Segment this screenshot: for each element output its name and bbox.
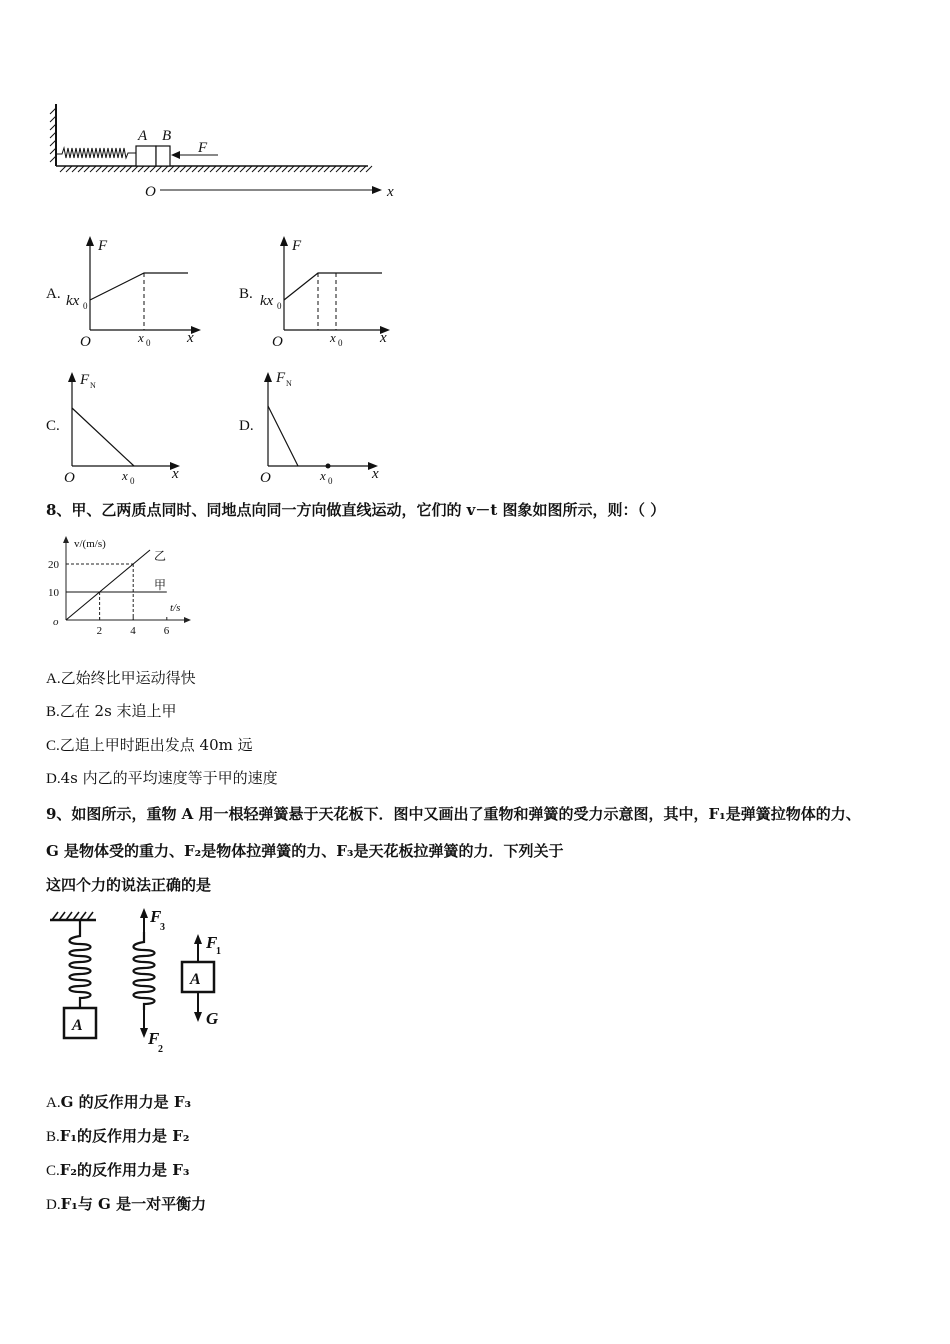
option-letter: A. [46, 671, 61, 687]
series-yi-label: 乙 [154, 549, 167, 563]
option-letter: B. [46, 1129, 60, 1145]
origin-label: o [53, 616, 59, 628]
intercept-label: kx [66, 293, 80, 309]
left-spring [70, 920, 91, 1008]
q9-option-a[interactable] [46, 1092, 191, 1113]
label-f: F [198, 140, 208, 156]
intercept-sub: 0 [83, 301, 88, 311]
x0-label: x [330, 330, 336, 345]
y-axis-label: v/(m/s) [74, 538, 106, 550]
x-axis-label: x [172, 466, 179, 482]
option-letter: C. [46, 1163, 60, 1179]
q9-option-b[interactable] [46, 1126, 189, 1147]
block-a [136, 146, 156, 166]
middle-spring [134, 932, 155, 1010]
origin-label: O [80, 334, 91, 350]
vt-graph [46, 533, 196, 638]
series-jia-label: 甲 [154, 578, 167, 592]
option-b-letter: B. [239, 286, 253, 302]
block-b [156, 146, 170, 166]
option-text: 乙追上甲时距出发点 40m 远 [59, 736, 253, 754]
g-label: G [206, 1009, 219, 1028]
f2-label: F [148, 1029, 160, 1048]
y-axis-label: F [292, 238, 302, 254]
q8-option-b[interactable] [46, 701, 177, 722]
option-text: F₁的反作用力是 F₂ [59, 1127, 190, 1145]
x0-sub: 0 [328, 476, 333, 486]
x0-label: x [320, 468, 326, 483]
x0-label: x [122, 468, 128, 483]
normal-force-line [72, 408, 134, 466]
free-body-label: A [190, 971, 201, 988]
force-line [90, 273, 188, 300]
f3-label: F [150, 907, 162, 926]
origin-label: O [272, 334, 283, 350]
y-tick-label: 10 [48, 587, 59, 599]
y-axis-label: F [276, 370, 286, 386]
option-text: F₁与 G 是一对平衡力 [60, 1195, 207, 1213]
option-c-letter: C. [46, 418, 60, 434]
x0-sub: 0 [338, 338, 343, 348]
question-9-stem-line1: 9、如图所示，重物 A 用一根轻弹簧悬于天花板下．图中又画出了重物和弹簧的受力示意图，其中，F₁是弹簧拉物体的力、 [46, 805, 861, 823]
origin-label: O [64, 470, 75, 486]
option-a-graph [62, 230, 212, 350]
option-d-graph [256, 366, 396, 486]
spring-block-figure [40, 100, 410, 205]
y-axis-label: F [98, 238, 108, 254]
x-axis-label: x [380, 330, 387, 346]
q9-option-c[interactable] [46, 1160, 189, 1181]
option-d-letter: D. [239, 418, 254, 434]
vt-series [66, 550, 167, 620]
y-axis-sub: N [90, 381, 96, 390]
x0-sub: 0 [130, 476, 135, 486]
option-text: 乙始终比甲运动得快 [60, 669, 196, 687]
x-tick-label: 6 [163, 625, 170, 637]
origin-label: O [260, 470, 271, 486]
force-line [284, 273, 382, 300]
x-axis-label: x [187, 330, 194, 346]
option-letter: B. [46, 704, 60, 720]
spring [56, 148, 136, 158]
intercept-sub: 0 [277, 301, 282, 311]
question-8-stem: 8、甲、乙两质点同时、同地点向同一方向做直线运动，它们的 v－t 图象如图所示，则：（ ） [46, 501, 666, 519]
q9-option-d[interactable] [46, 1194, 206, 1215]
option-letter: A. [46, 1095, 61, 1111]
q8-option-a[interactable] [46, 668, 196, 689]
block-label: A [72, 1017, 83, 1034]
normal-force-line [268, 406, 298, 466]
option-letter: D. [46, 771, 61, 787]
option-text: F₂的反作用力是 F₃ [59, 1161, 190, 1179]
q8-option-c[interactable] [46, 735, 253, 756]
q8-option-d[interactable] [46, 768, 278, 789]
vt-labels [48, 538, 180, 637]
x0-sub: 0 [146, 338, 151, 348]
question-9-stem-line3: 这四个力的说法正确的是 [46, 876, 212, 894]
y-axis-sub: N [286, 379, 292, 388]
option-text: 4s 内乙的平均速度等于甲的速度 [60, 769, 278, 787]
f1-sub: 1 [216, 946, 221, 957]
option-c-graph [60, 366, 200, 486]
label-origin: O [145, 184, 156, 200]
y-tick-label: 20 [48, 559, 59, 571]
spring-force-figure [46, 906, 236, 1056]
y-axis-label: F [80, 372, 90, 388]
x0-label: x [138, 330, 144, 345]
intercept-label: kx [260, 293, 274, 309]
y-axis-arrow [63, 536, 69, 543]
question-9-stem-line2: G 是物体受的重力、F₂是物体拉弹簧的力、F₃是天花板拉弹簧的力．下列关于 [46, 842, 564, 860]
option-text: 乙在 2s 末追上甲 [59, 702, 177, 720]
label-x: x [387, 184, 394, 200]
f3-sub: 3 [160, 922, 165, 933]
x-axis-label: t/s [170, 602, 181, 614]
option-b-graph [256, 230, 406, 350]
option-a-letter: A. [46, 286, 61, 302]
f2-sub: 2 [158, 1044, 163, 1055]
label-b: B [162, 128, 172, 144]
series-yi-line [66, 550, 150, 620]
option-letter: D. [46, 1197, 61, 1213]
f1-label: F [206, 933, 218, 952]
x-tick-label: 2 [96, 625, 103, 637]
x-axis-label: x [372, 466, 379, 482]
option-letter: C. [46, 738, 60, 754]
x-axis-arrow [184, 617, 191, 623]
x-tick-label: 4 [130, 625, 136, 637]
label-a: A [138, 128, 148, 144]
option-text: G 的反作用力是 F₃ [60, 1093, 192, 1111]
